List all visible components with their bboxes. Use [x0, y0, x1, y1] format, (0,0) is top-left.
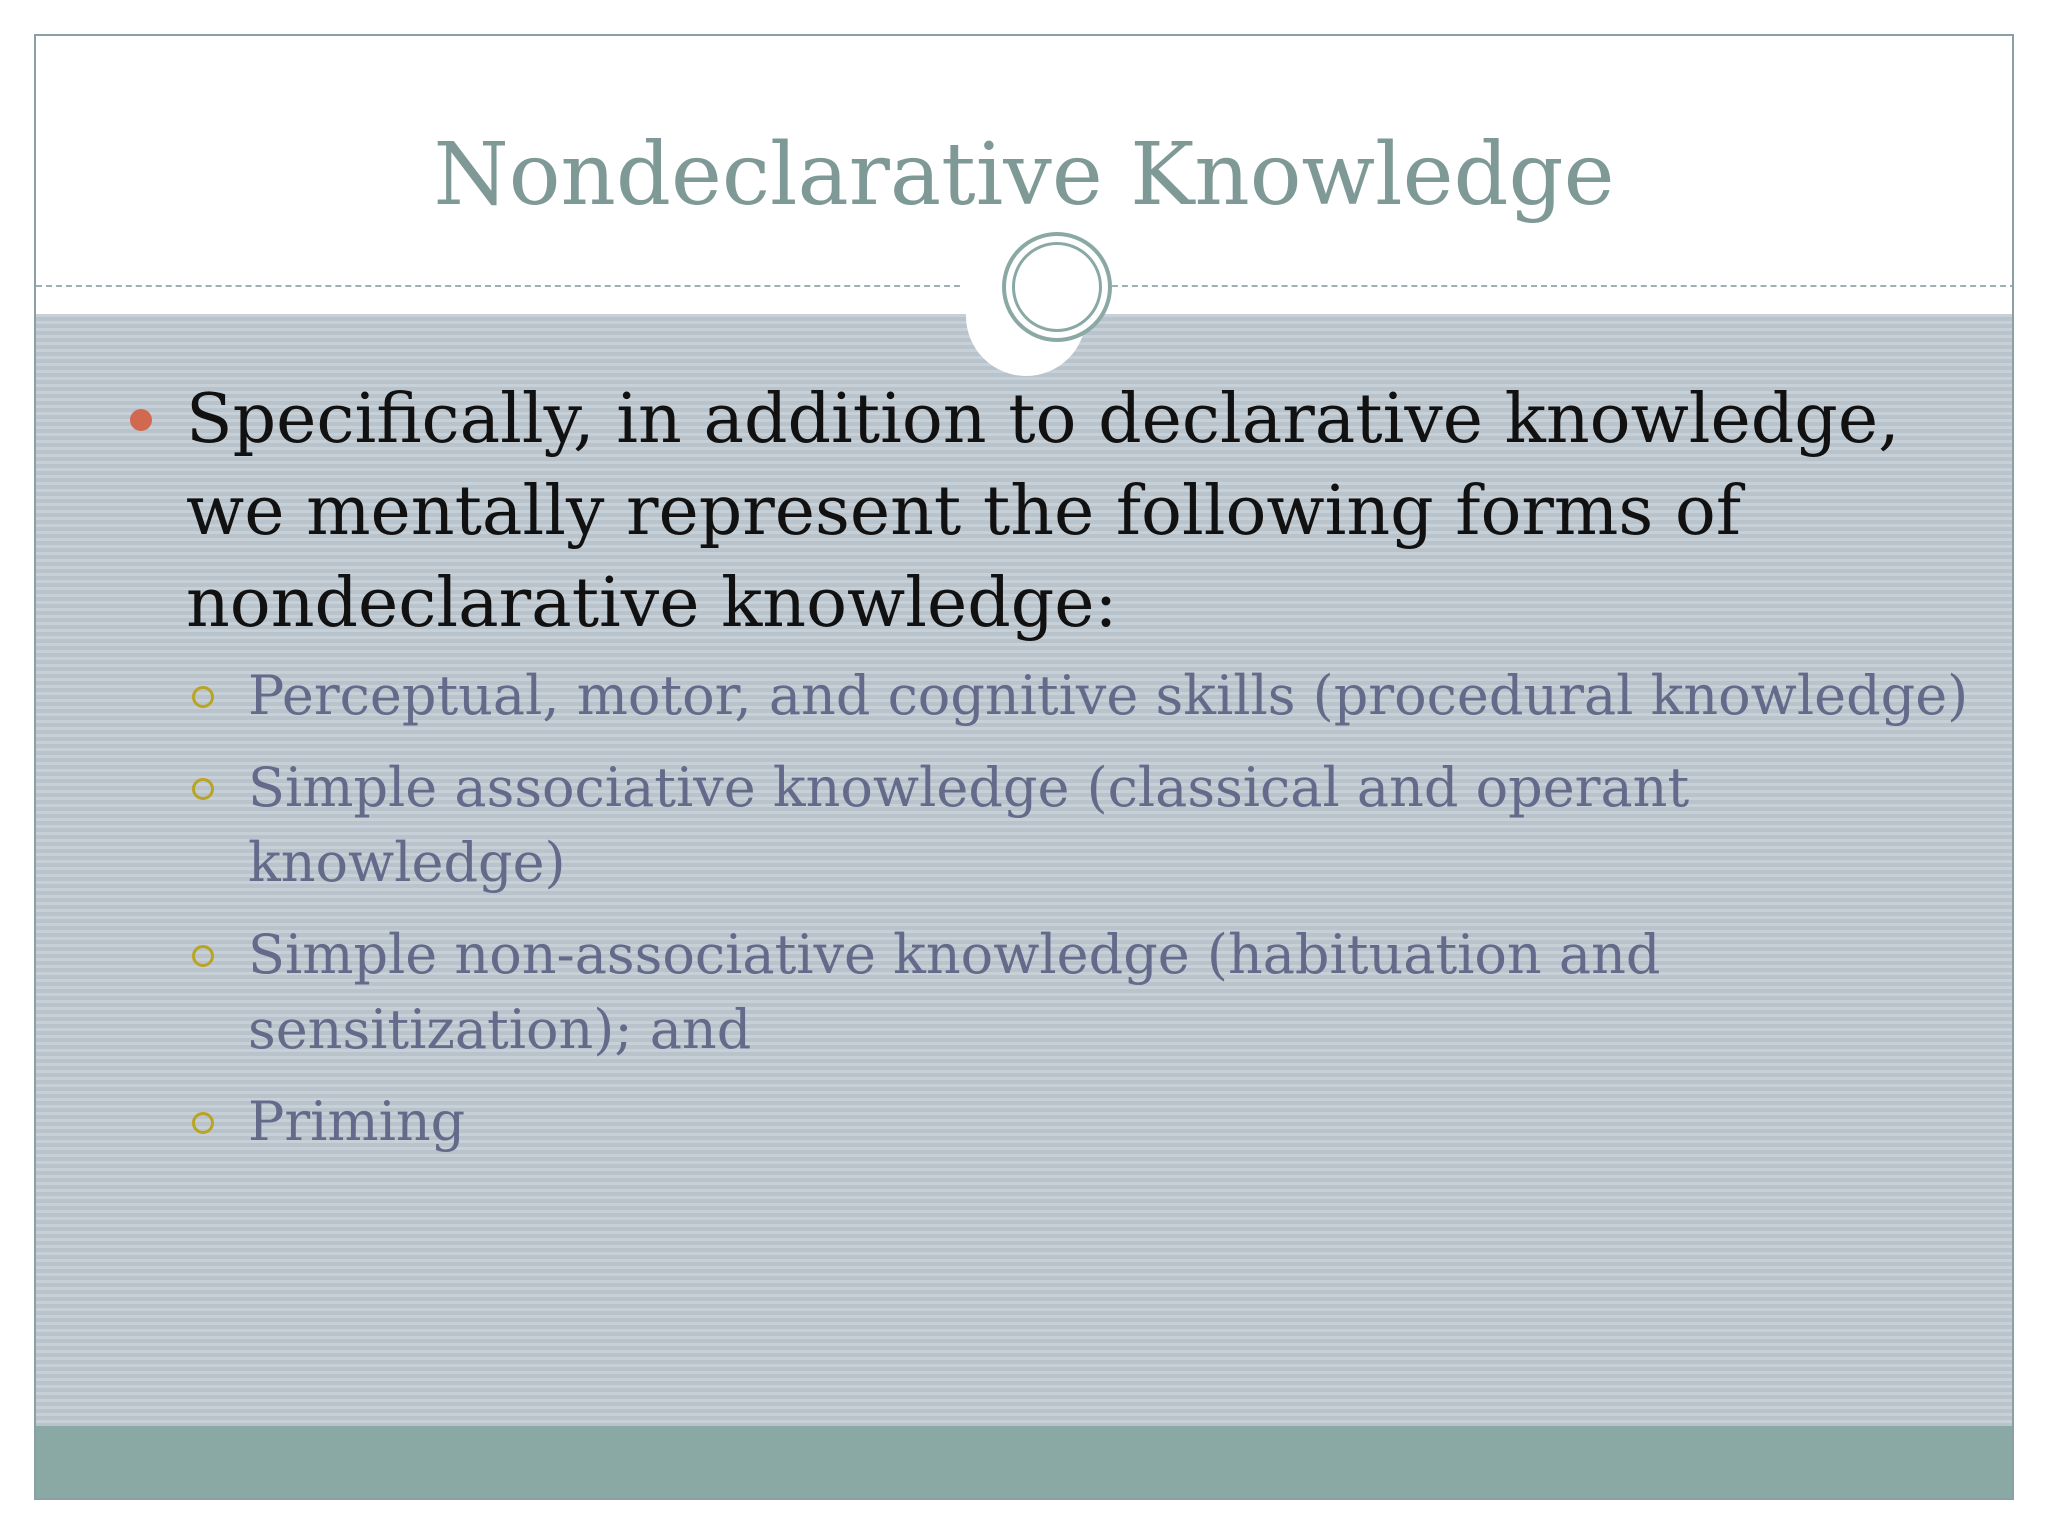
sub-bullet-item [96, 750, 2008, 900]
title-divider-left [36, 285, 960, 287]
sub-bullet-text: Perceptual, motor, and cognitive skills (procedural knowledge) [248, 664, 1969, 727]
slide-title: Nondeclarative Knowledge [433, 125, 1615, 225]
slide-content [96, 374, 2006, 1176]
sub-bullet-item [96, 1084, 2008, 1159]
main-bullet-item [96, 374, 2006, 650]
sub-bullet-item [96, 658, 2008, 733]
sub-bullet-text: Simple associative knowledge (classical and operant knowledge) [248, 756, 1690, 894]
hollow-circle-bullet-icon [192, 778, 214, 800]
hollow-circle-bullet-icon [192, 686, 214, 708]
slide [34, 34, 2014, 1500]
hollow-circle-bullet-icon [192, 945, 214, 967]
hollow-circle-bullet-icon [192, 1112, 214, 1134]
sub-bullet-list [96, 658, 2006, 1159]
footer-band [36, 1426, 2012, 1498]
main-bullet-text: Specifically, in addition to declarative knowledge, we mentally represent the following forms of nondeclarative knowledge: [186, 380, 1900, 643]
sub-bullet-item [96, 917, 2008, 1067]
sub-bullet-text: Simple non-associative knowledge (habituation and sensitization); and [248, 923, 1661, 1061]
sub-bullet-text: Priming [248, 1090, 466, 1153]
title-ornament-inner-ring [1012, 242, 1102, 332]
filled-circle-bullet-icon [130, 409, 152, 431]
title-divider-right [1092, 285, 2014, 287]
